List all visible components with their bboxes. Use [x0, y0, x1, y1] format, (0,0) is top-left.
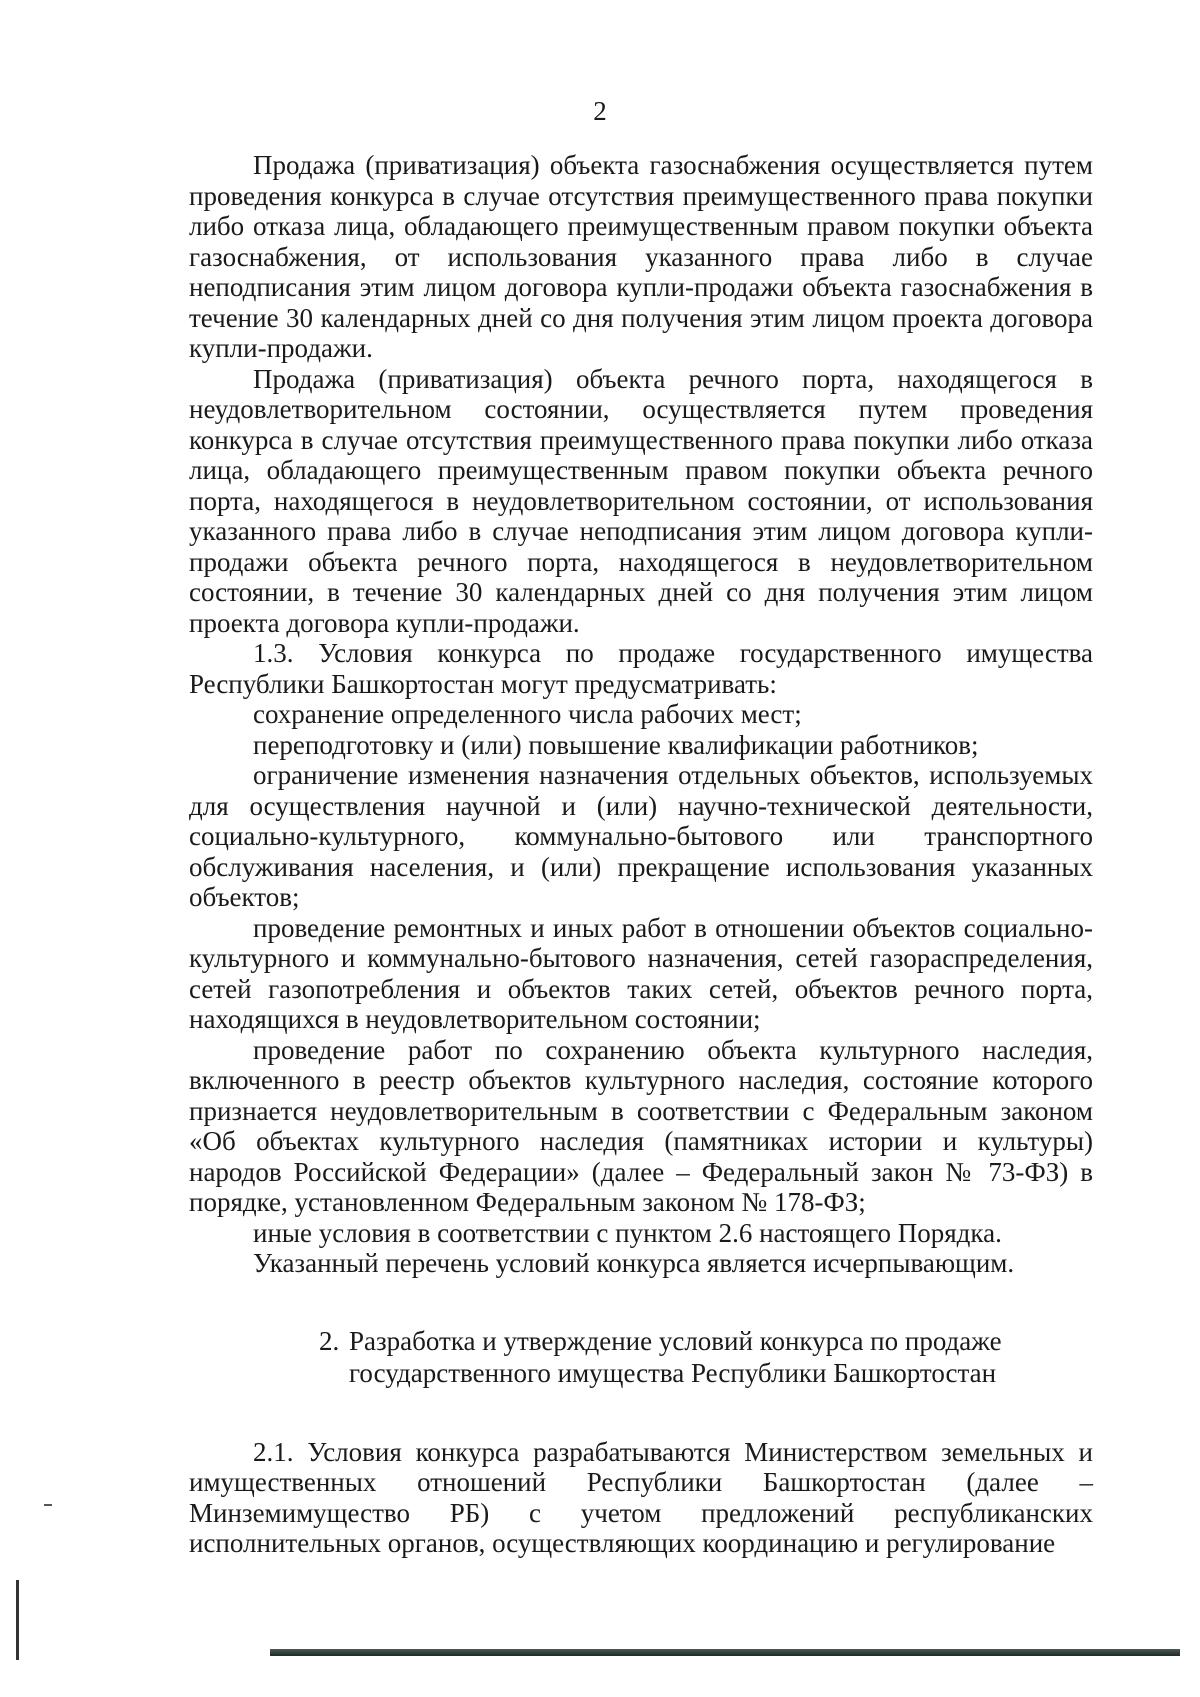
section-heading [189, 1325, 1093, 1389]
list-item: сохранение определенного числа рабочих мест; [253, 699, 802, 729]
list-item: ограничение изменения назначения отдельных объектов, используемых для осуществления научной и (или) научно-технической деятельности, социально-культурного, коммунально-бытового или транспортного обслуживания населения, и (или) прекращение использования указанных объектов; [189, 760, 1093, 912]
paragraph: 2.1. Условия конкурса разрабатываются Министерством земельных и имущественных отношений Республики Башкортостан (далее – Минземимущество РБ) с учетом предложений республиканских исполнительных органов, осуществляющих координацию и регулирование [189, 1436, 1093, 1558]
list-item: проведение ремонтных и иных работ в отношении объектов социально-культурного и коммунально-бытового назначения, сетей газораспределения, сетей газопотребления и объектов таких сетей, объектов речного порта, находящихся в неудовлетворительном состоянии; [189, 912, 1093, 1034]
scan-mark [44, 1504, 52, 1506]
list-item: переподготовку и (или) повышение квалификации работников; [253, 729, 979, 760]
scan-bottom-line [270, 1649, 1180, 1656]
section-heading-line-1 [319, 1325, 1093, 1357]
list-item: иные условия в соответствии с пунктом 2.6 настоящего Порядка. [253, 1217, 1002, 1248]
list-item: проведение работ по сохранению объекта культурного наследия, включенного в реестр объектов культурного наследия, состояние которого признается неудовлетворительным в соответствии с Федеральным законом «Об объектах культурного наследия (памятниках истории и культуры) народов Российской Федерации» (далее – Федеральный закон № 73-ФЗ) в порядке, установленном Федеральным законом № 178-ФЗ; [189, 1034, 1093, 1217]
paragraph: Продажа (приватизация) объекта речного порта, находящегося в неудовлетворительном состоянии, осуществляется путем проведения конкурса в случае отсутствия преимущественного права покупки либо отказа лица, обладающего преимущественным правом покупки объекта речного порта, находящегося в неудовлетворительном состоянии, от использования указанного права либо в случае неподписания этим лицом договора купли-продажи объекта речного порта, находящегося в неудовлетворительном состоянии, в течение 30 календарных дней со дня получения этим лицом проекта договора купли-продажи. [189, 363, 1093, 638]
section-number: 2. [319, 1325, 340, 1356]
scan-edge-line [16, 1580, 19, 1660]
section-title-line-2: государственного имущества Республики Башкортостан [349, 1357, 997, 1388]
document-body [189, 150, 1093, 1559]
paragraph: Указанный перечень условий конкурса является исчерпывающим. [253, 1248, 1015, 1278]
paragraph: 1.3. Условия конкурса по продаже государственного имущества Республики Башкортостан могут предусматривать: [189, 638, 1093, 699]
section-title-line-1: Разработка и утверждение условий конкурса по продаже [349, 1325, 1002, 1356]
page-number: 2 [593, 96, 607, 126]
paragraph: Продажа (приватизация) объекта газоснабжения осуществляется путем проведения конкурса в случае отсутствия преимущественного права покупки либо отказа лица, обладающего преимущественным правом покупки объекта газоснабжения, от использования указанного права либо в случае неподписания этим лицом договора купли-продажи объекта газоснабжения в течение 30 календарных дней со дня получения этим лицом проекта договора купли-продажи. [189, 150, 1093, 363]
